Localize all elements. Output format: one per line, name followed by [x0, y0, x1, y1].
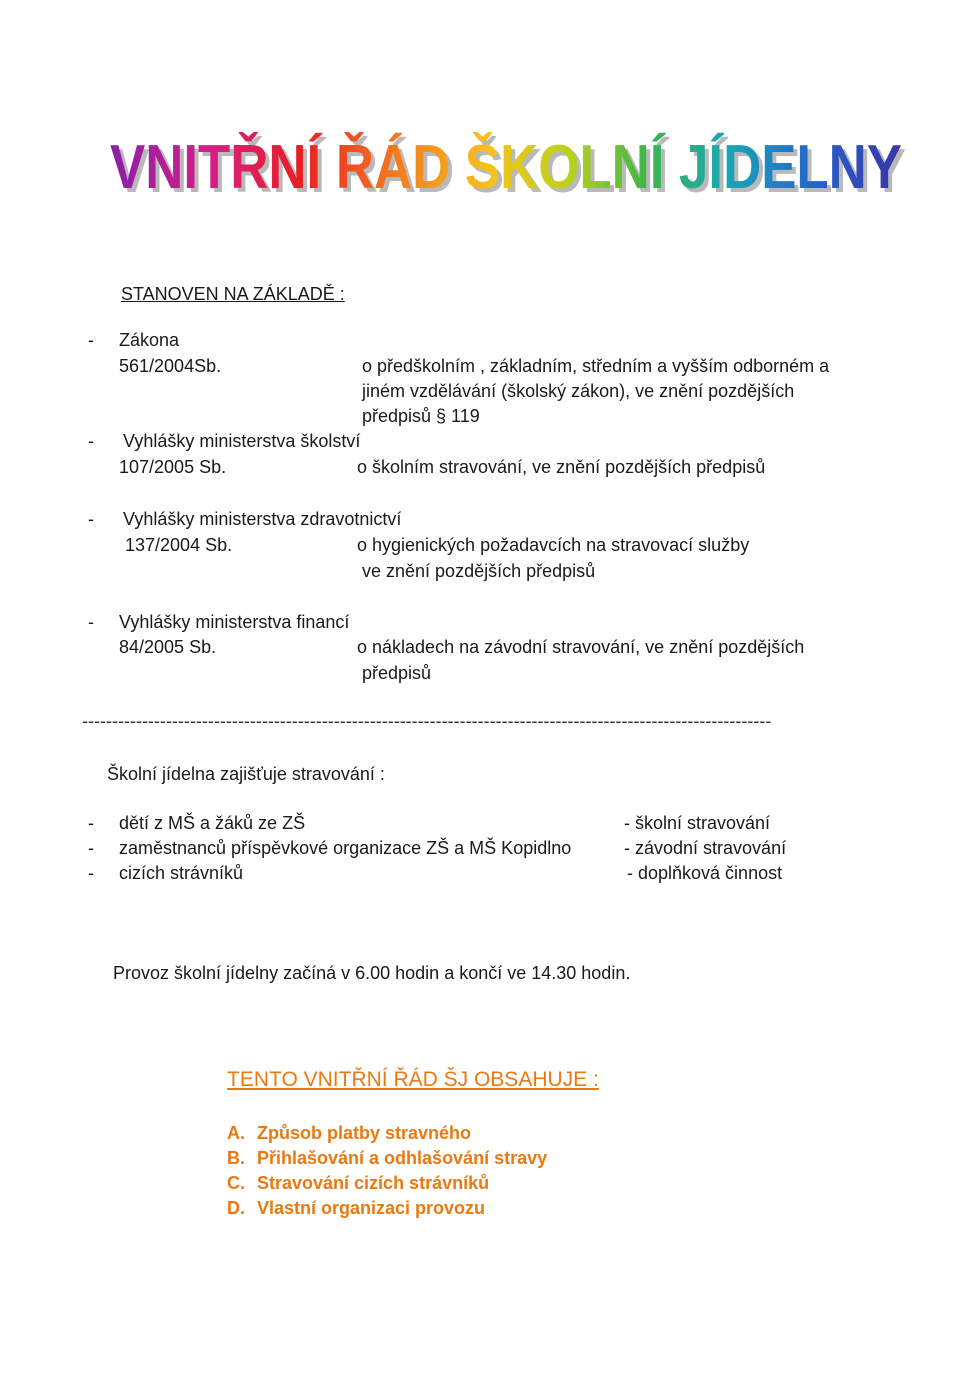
provides-row-2-left: zaměstnanců příspěvkové organizace ZŠ a MŠ Kopidlno	[119, 838, 572, 858]
law-1-desc-line-1: o předškolním , základním, středním a vyšším odborném a	[362, 356, 830, 376]
law-4-dash: -	[88, 612, 94, 632]
toc-item-a-text: Způsob platby stravného	[257, 1123, 472, 1143]
law-2-number: 107/2005 Sb.	[119, 457, 227, 477]
provides-row-1-dash: -	[88, 813, 94, 833]
law-1-desc-line-2: jiném vzdělávání (školský zákon), ve znění pozdějších	[362, 381, 795, 401]
provides-row-1-right: - školní stravování	[624, 813, 771, 833]
toc-item-c-text: Stravování cizích strávníků	[257, 1173, 490, 1193]
law-4-desc-line-2: předpisů	[362, 663, 432, 683]
law-4-number: 84/2005 Sb.	[119, 637, 217, 657]
provides-heading: Školní jídelna zajišťuje stravování :	[107, 764, 385, 784]
law-2-dash: -	[88, 431, 94, 451]
law-4-desc-line-1: o nákladech na závodní stravování, ve znění pozdějších	[357, 637, 805, 657]
document-title-art	[108, 128, 908, 198]
toc-item-c-letter: C.	[227, 1173, 245, 1193]
provides-row-1-left: dětí z MŠ a žáků ze ZŠ	[119, 813, 306, 833]
provides-row-3-dash: -	[88, 863, 94, 883]
law-4-title: Vyhlášky ministerstva financí	[119, 612, 350, 632]
law-3-title: Vyhlášky ministerstva zdravotnictví	[123, 509, 402, 529]
toc-item-c	[227, 1172, 489, 1194]
provides-row-3-right: - doplňková činnost	[627, 863, 783, 883]
title-text: VNITŘNÍ ŘÁD ŠKOLNÍ JÍDELNY	[110, 133, 902, 198]
document-title	[108, 128, 908, 198]
toc-item-b-text: Přihlašování a odhlašování stravy	[257, 1148, 548, 1168]
basis-heading: STANOVEN NA ZÁKLADĚ :	[121, 284, 345, 304]
provides-row-3-left: cizích strávníků	[119, 863, 244, 883]
law-1-title: Zákona	[119, 330, 180, 350]
operation-hours: Provoz školní jídelny začíná v 6.00 hodin a končí ve 14.30 hodin.	[113, 963, 631, 983]
law-2-title: Vyhlášky ministerstva školství	[123, 431, 361, 451]
dashed-separator: -------------------------------------------------------------------------------------------------------------------	[82, 711, 772, 731]
toc-item-d-letter: D.	[227, 1198, 245, 1218]
toc-item-a	[227, 1122, 471, 1144]
law-3-desc-line-2: ve znění pozdějších předpisů	[362, 561, 596, 581]
law-3-dash: -	[88, 509, 94, 529]
toc-item-b-letter: B.	[227, 1148, 245, 1168]
toc-item-a-letter: A.	[227, 1123, 245, 1143]
law-2-desc-line-1: o školním stravování, ve znění pozdějších předpisů	[357, 457, 766, 477]
law-1-desc-line-3: předpisů § 119	[362, 406, 480, 426]
toc-item-d	[227, 1197, 485, 1219]
title-shadow: VNITŘNÍ ŘÁD ŠKOLNÍ JÍDELNY	[114, 137, 906, 198]
provides-row-2-dash: -	[88, 838, 94, 858]
toc-item-d-text: Vlastní organizaci provozu	[257, 1198, 486, 1218]
toc-item-b	[227, 1147, 547, 1169]
law-3-number: 137/2004 Sb.	[125, 535, 233, 555]
law-3-desc-line-1: o hygienických požadavcích na stravovací služby	[357, 535, 750, 555]
provides-row-2-right: - závodní stravování	[624, 838, 787, 858]
law-1-dash: -	[88, 330, 94, 350]
law-1-number: 561/2004Sb.	[119, 356, 222, 376]
toc-heading: TENTO VNITŘNÍ ŘÁD ŠJ OBSAHUJE :	[227, 1068, 599, 1091]
